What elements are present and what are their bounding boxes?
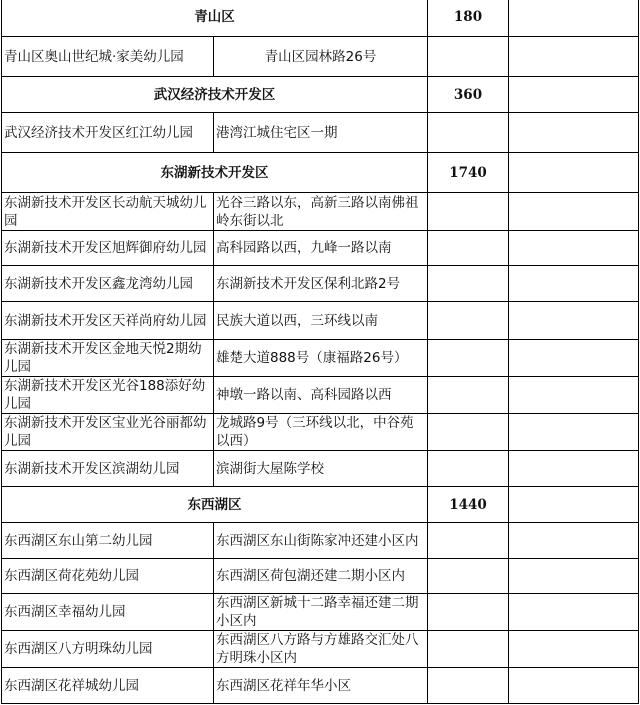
table-row bbox=[2, 559, 639, 594]
empty-cell bbox=[509, 594, 639, 631]
school-name-cell: 东湖新技术开发区鑫龙湾幼儿园 bbox=[2, 266, 214, 302]
empty-cell bbox=[428, 37, 509, 77]
empty-cell bbox=[428, 302, 509, 340]
school-name-cell: 东湖新技术开发区旭辉御府幼儿园 bbox=[2, 231, 214, 266]
kindergarten-table bbox=[1, 0, 639, 704]
district-name: 武汉经济技术开发区 bbox=[2, 77, 428, 113]
table-row bbox=[2, 594, 639, 631]
address-cell: 民族大道以西，三环线以南 bbox=[214, 302, 428, 340]
address-cell: 东西湖区花祥年华小区 bbox=[214, 668, 428, 704]
empty-cell bbox=[428, 340, 509, 377]
empty-cell bbox=[509, 631, 639, 668]
empty-cell bbox=[509, 113, 639, 153]
address-cell: 龙城路9号（三环线以北，中谷苑以西） bbox=[214, 414, 428, 451]
address-cell: 滨湖街大屋陈学校 bbox=[214, 451, 428, 487]
school-name-cell: 东西湖区八方明珠幼儿园 bbox=[2, 631, 214, 668]
empty-cell bbox=[509, 523, 639, 559]
empty-cell bbox=[509, 668, 639, 704]
table-row bbox=[2, 37, 639, 77]
table-row bbox=[2, 266, 639, 302]
table-row bbox=[2, 451, 639, 487]
school-name-cell: 武汉经济技术开发区红江幼儿园 bbox=[2, 113, 214, 153]
table-row bbox=[2, 377, 639, 414]
empty-cell bbox=[428, 193, 509, 231]
empty-cell bbox=[428, 631, 509, 668]
district-header-row bbox=[2, 0, 639, 37]
district-count: 1440 bbox=[428, 487, 509, 523]
empty-cell bbox=[509, 559, 639, 594]
district-header-row bbox=[2, 153, 639, 193]
empty-cell bbox=[428, 451, 509, 487]
district-header-row bbox=[2, 77, 639, 113]
district-header-row bbox=[2, 487, 639, 523]
empty-cell bbox=[428, 594, 509, 631]
table-row bbox=[2, 631, 639, 668]
district-count: 180 bbox=[428, 0, 509, 37]
school-name-cell: 青山区奥山世纪城·家美幼儿园 bbox=[2, 37, 214, 77]
empty-cell bbox=[428, 377, 509, 414]
school-name-cell: 东湖新技术开发区光谷188添好幼儿园 bbox=[2, 377, 214, 414]
table-row bbox=[2, 193, 639, 231]
address-cell: 港湾江城住宅区一期 bbox=[214, 113, 428, 153]
district-name: 青山区 bbox=[2, 0, 428, 37]
address-cell: 神墩一路以南、高科园路以西 bbox=[214, 377, 428, 414]
table-row bbox=[2, 523, 639, 559]
empty-cell bbox=[509, 451, 639, 487]
school-name-cell: 东湖新技术开发区宝业光谷丽都幼儿园 bbox=[2, 414, 214, 451]
school-name-cell: 东湖新技术开发区长动航天城幼儿园 bbox=[2, 193, 214, 231]
address-cell: 光谷三路以东，高新三路以南佛祖岭东街以北 bbox=[214, 193, 428, 231]
empty-cell bbox=[509, 193, 639, 231]
address-cell: 东西湖区新城十二路幸福还建二期小区内 bbox=[214, 594, 428, 631]
empty-cell bbox=[509, 231, 639, 266]
empty-cell bbox=[509, 377, 639, 414]
district-count: 1740 bbox=[428, 153, 509, 193]
empty-cell bbox=[509, 153, 639, 193]
empty-cell bbox=[509, 266, 639, 302]
empty-cell bbox=[428, 414, 509, 451]
empty-cell bbox=[428, 668, 509, 704]
table-row bbox=[2, 302, 639, 340]
school-name-cell: 东西湖区荷花苑幼儿园 bbox=[2, 559, 214, 594]
empty-cell bbox=[509, 302, 639, 340]
empty-cell bbox=[428, 266, 509, 302]
district-name: 东西湖区 bbox=[2, 487, 428, 523]
address-cell: 东西湖区荷包湖还建二期小区内 bbox=[214, 559, 428, 594]
table-row bbox=[2, 668, 639, 704]
empty-cell bbox=[509, 414, 639, 451]
address-cell: 青山区园林路26号 bbox=[214, 37, 428, 77]
empty-cell bbox=[428, 113, 509, 153]
address-cell: 东西湖区东山街陈家冲还建小区内 bbox=[214, 523, 428, 559]
address-cell: 东西湖区八方路与方雄路交汇处八方明珠小区内 bbox=[214, 631, 428, 668]
empty-cell bbox=[509, 340, 639, 377]
school-name-cell: 东湖新技术开发区金地天悦2期幼儿园 bbox=[2, 340, 214, 377]
school-name-cell: 东西湖区幸福幼儿园 bbox=[2, 594, 214, 631]
address-cell: 雄楚大道888号（康福路26号） bbox=[214, 340, 428, 377]
empty-cell bbox=[428, 231, 509, 266]
table-row bbox=[2, 113, 639, 153]
school-name-cell: 东西湖区东山第二幼儿园 bbox=[2, 523, 214, 559]
school-name-cell: 东湖新技术开发区天祥尚府幼儿园 bbox=[2, 302, 214, 340]
table-row bbox=[2, 414, 639, 451]
district-count: 360 bbox=[428, 77, 509, 113]
address-cell: 高科园路以西，九峰一路以南 bbox=[214, 231, 428, 266]
empty-cell bbox=[509, 37, 639, 77]
table-row bbox=[2, 231, 639, 266]
empty-cell bbox=[509, 0, 639, 37]
empty-cell bbox=[509, 487, 639, 523]
school-name-cell: 东湖新技术开发区滨湖幼儿园 bbox=[2, 451, 214, 487]
empty-cell bbox=[428, 559, 509, 594]
empty-cell bbox=[428, 523, 509, 559]
address-cell: 东湖新技术开发区保利北路2号 bbox=[214, 266, 428, 302]
school-name-cell: 东西湖区花祥城幼儿园 bbox=[2, 668, 214, 704]
table-row bbox=[2, 340, 639, 377]
district-name: 东湖新技术开发区 bbox=[2, 153, 428, 193]
table-body bbox=[2, 0, 639, 704]
empty-cell bbox=[509, 77, 639, 113]
